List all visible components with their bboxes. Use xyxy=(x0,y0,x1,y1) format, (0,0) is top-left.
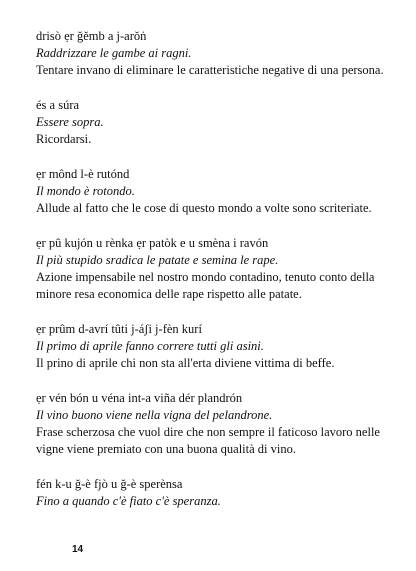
proverb-entry xyxy=(36,97,408,148)
explanation-text: Azione impensabile nel nostro mondo contadino, tenuto conto della minore resa economica delle rape rispetto alle patate. xyxy=(36,270,375,301)
explanation-text: Il prino di aprile chi non sta all'erta diviene vittima di beffe. xyxy=(36,356,335,370)
explanation-text: Ricordarsi. xyxy=(36,132,92,146)
page-number: 14 xyxy=(72,544,84,555)
dialect-phrase: fén k-u ğ-è fjò u ğ-è sperènsa xyxy=(36,477,183,491)
dialect-phrase: ẹr vén bón u véna int-a viña dér plandrón xyxy=(36,391,243,405)
dialect-phrase: ẹr prûm d-avrí tûti j-áʃi j-fèn kurí xyxy=(36,322,202,336)
italian-translation: Il vino buono viene nella vigna del pelandrone. xyxy=(36,408,273,422)
dialect-phrase: ẹr pû kujón u rènka ẹr patòk e u smèna i ravón xyxy=(36,236,269,250)
proverb-entry xyxy=(36,476,408,510)
proverb-entry xyxy=(36,390,408,458)
explanation-text: Tentare invano di eliminare le caratteristiche negative di una persona. xyxy=(36,63,384,77)
explanation-text: Frase scherzosa che vuol dire che non sempre il faticoso lavoro nelle vigne viene premiato con una buona qualità di vino. xyxy=(36,425,380,456)
italian-translation: Fino a quando c'è fiato c'è speranza. xyxy=(36,494,221,508)
page-body xyxy=(36,28,408,528)
italian-translation: Il primo di aprile fanno correre tutti gli asini. xyxy=(36,339,264,353)
dialect-phrase: drisò ẹr ğěmb a j-arǒṅ xyxy=(36,29,147,43)
explanation-text: Allude al fatto che le cose di questo mondo a volte sono scriteriate. xyxy=(36,201,372,215)
proverb-entry xyxy=(36,166,408,217)
italian-translation: Il più stupido sradica le patate e semina le rape. xyxy=(36,253,279,267)
italian-translation: Essere sopra. xyxy=(36,115,104,129)
dialect-phrase: ẹr mônd l-è rutónd xyxy=(36,167,130,181)
proverb-entry xyxy=(36,321,408,372)
italian-translation: Raddrizzare le gambe ai ragni. xyxy=(36,46,192,60)
dialect-phrase: és a súra xyxy=(36,98,80,112)
proverb-entry xyxy=(36,235,408,303)
proverb-entry xyxy=(36,28,408,79)
italian-translation: Il mondo è rotondo. xyxy=(36,184,135,198)
